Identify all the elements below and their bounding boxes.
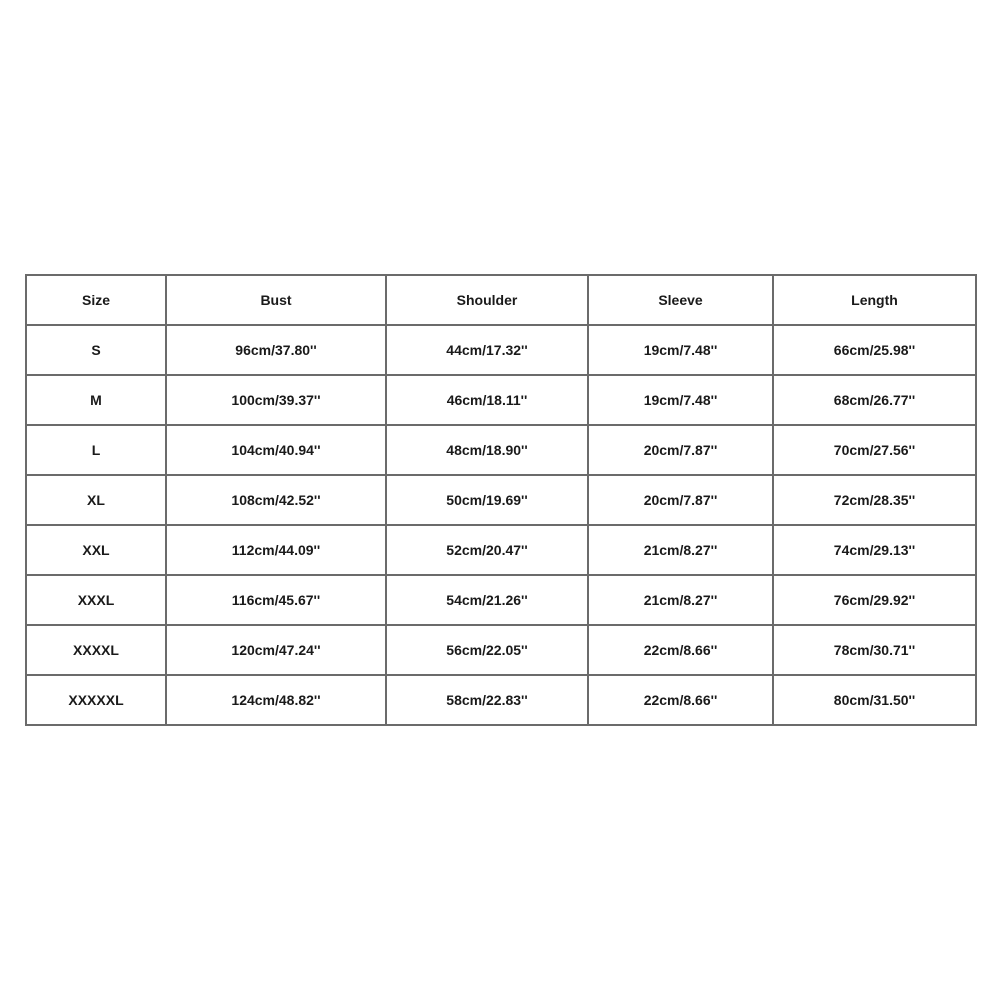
cell-bust: 112cm/44.09'' (166, 525, 386, 575)
table-row (26, 625, 976, 675)
cell-sleeve: 20cm/7.87'' (588, 475, 773, 525)
cell-length: 72cm/28.35'' (773, 475, 976, 525)
header-shoulder: Shoulder (386, 275, 588, 325)
cell-bust: 104cm/40.94'' (166, 425, 386, 475)
cell-bust: 108cm/42.52'' (166, 475, 386, 525)
cell-bust: 124cm/48.82'' (166, 675, 386, 725)
cell-length: 74cm/29.13'' (773, 525, 976, 575)
cell-size: XXXXL (26, 625, 166, 675)
header-row (26, 275, 976, 325)
table-row (26, 575, 976, 625)
size-chart-table (25, 274, 977, 726)
cell-length: 80cm/31.50'' (773, 675, 976, 725)
cell-shoulder: 56cm/22.05'' (386, 625, 588, 675)
cell-shoulder: 46cm/18.11'' (386, 375, 588, 425)
header-bust: Bust (166, 275, 386, 325)
table-row (26, 375, 976, 425)
header-size: Size (26, 275, 166, 325)
cell-shoulder: 50cm/19.69'' (386, 475, 588, 525)
cell-bust: 120cm/47.24'' (166, 625, 386, 675)
cell-sleeve: 22cm/8.66'' (588, 675, 773, 725)
cell-length: 76cm/29.92'' (773, 575, 976, 625)
cell-shoulder: 44cm/17.32'' (386, 325, 588, 375)
cell-length: 68cm/26.77'' (773, 375, 976, 425)
cell-sleeve: 19cm/7.48'' (588, 325, 773, 375)
cell-size: XXXL (26, 575, 166, 625)
cell-length: 78cm/30.71'' (773, 625, 976, 675)
cell-shoulder: 48cm/18.90'' (386, 425, 588, 475)
cell-size: L (26, 425, 166, 475)
table-row (26, 425, 976, 475)
cell-sleeve: 22cm/8.66'' (588, 625, 773, 675)
cell-size: M (26, 375, 166, 425)
cell-shoulder: 54cm/21.26'' (386, 575, 588, 625)
cell-sleeve: 20cm/7.87'' (588, 425, 773, 475)
cell-sleeve: 19cm/7.48'' (588, 375, 773, 425)
table-row (26, 475, 976, 525)
cell-bust: 100cm/39.37'' (166, 375, 386, 425)
table-row (26, 675, 976, 725)
cell-size: XL (26, 475, 166, 525)
cell-bust: 96cm/37.80'' (166, 325, 386, 375)
cell-size: XXL (26, 525, 166, 575)
header-length: Length (773, 275, 976, 325)
cell-size: XXXXXL (26, 675, 166, 725)
cell-size: S (26, 325, 166, 375)
cell-sleeve: 21cm/8.27'' (588, 525, 773, 575)
cell-sleeve: 21cm/8.27'' (588, 575, 773, 625)
header-sleeve: Sleeve (588, 275, 773, 325)
cell-shoulder: 58cm/22.83'' (386, 675, 588, 725)
cell-shoulder: 52cm/20.47'' (386, 525, 588, 575)
cell-bust: 116cm/45.67'' (166, 575, 386, 625)
cell-length: 70cm/27.56'' (773, 425, 976, 475)
cell-length: 66cm/25.98'' (773, 325, 976, 375)
table-row (26, 325, 976, 375)
table-row (26, 525, 976, 575)
